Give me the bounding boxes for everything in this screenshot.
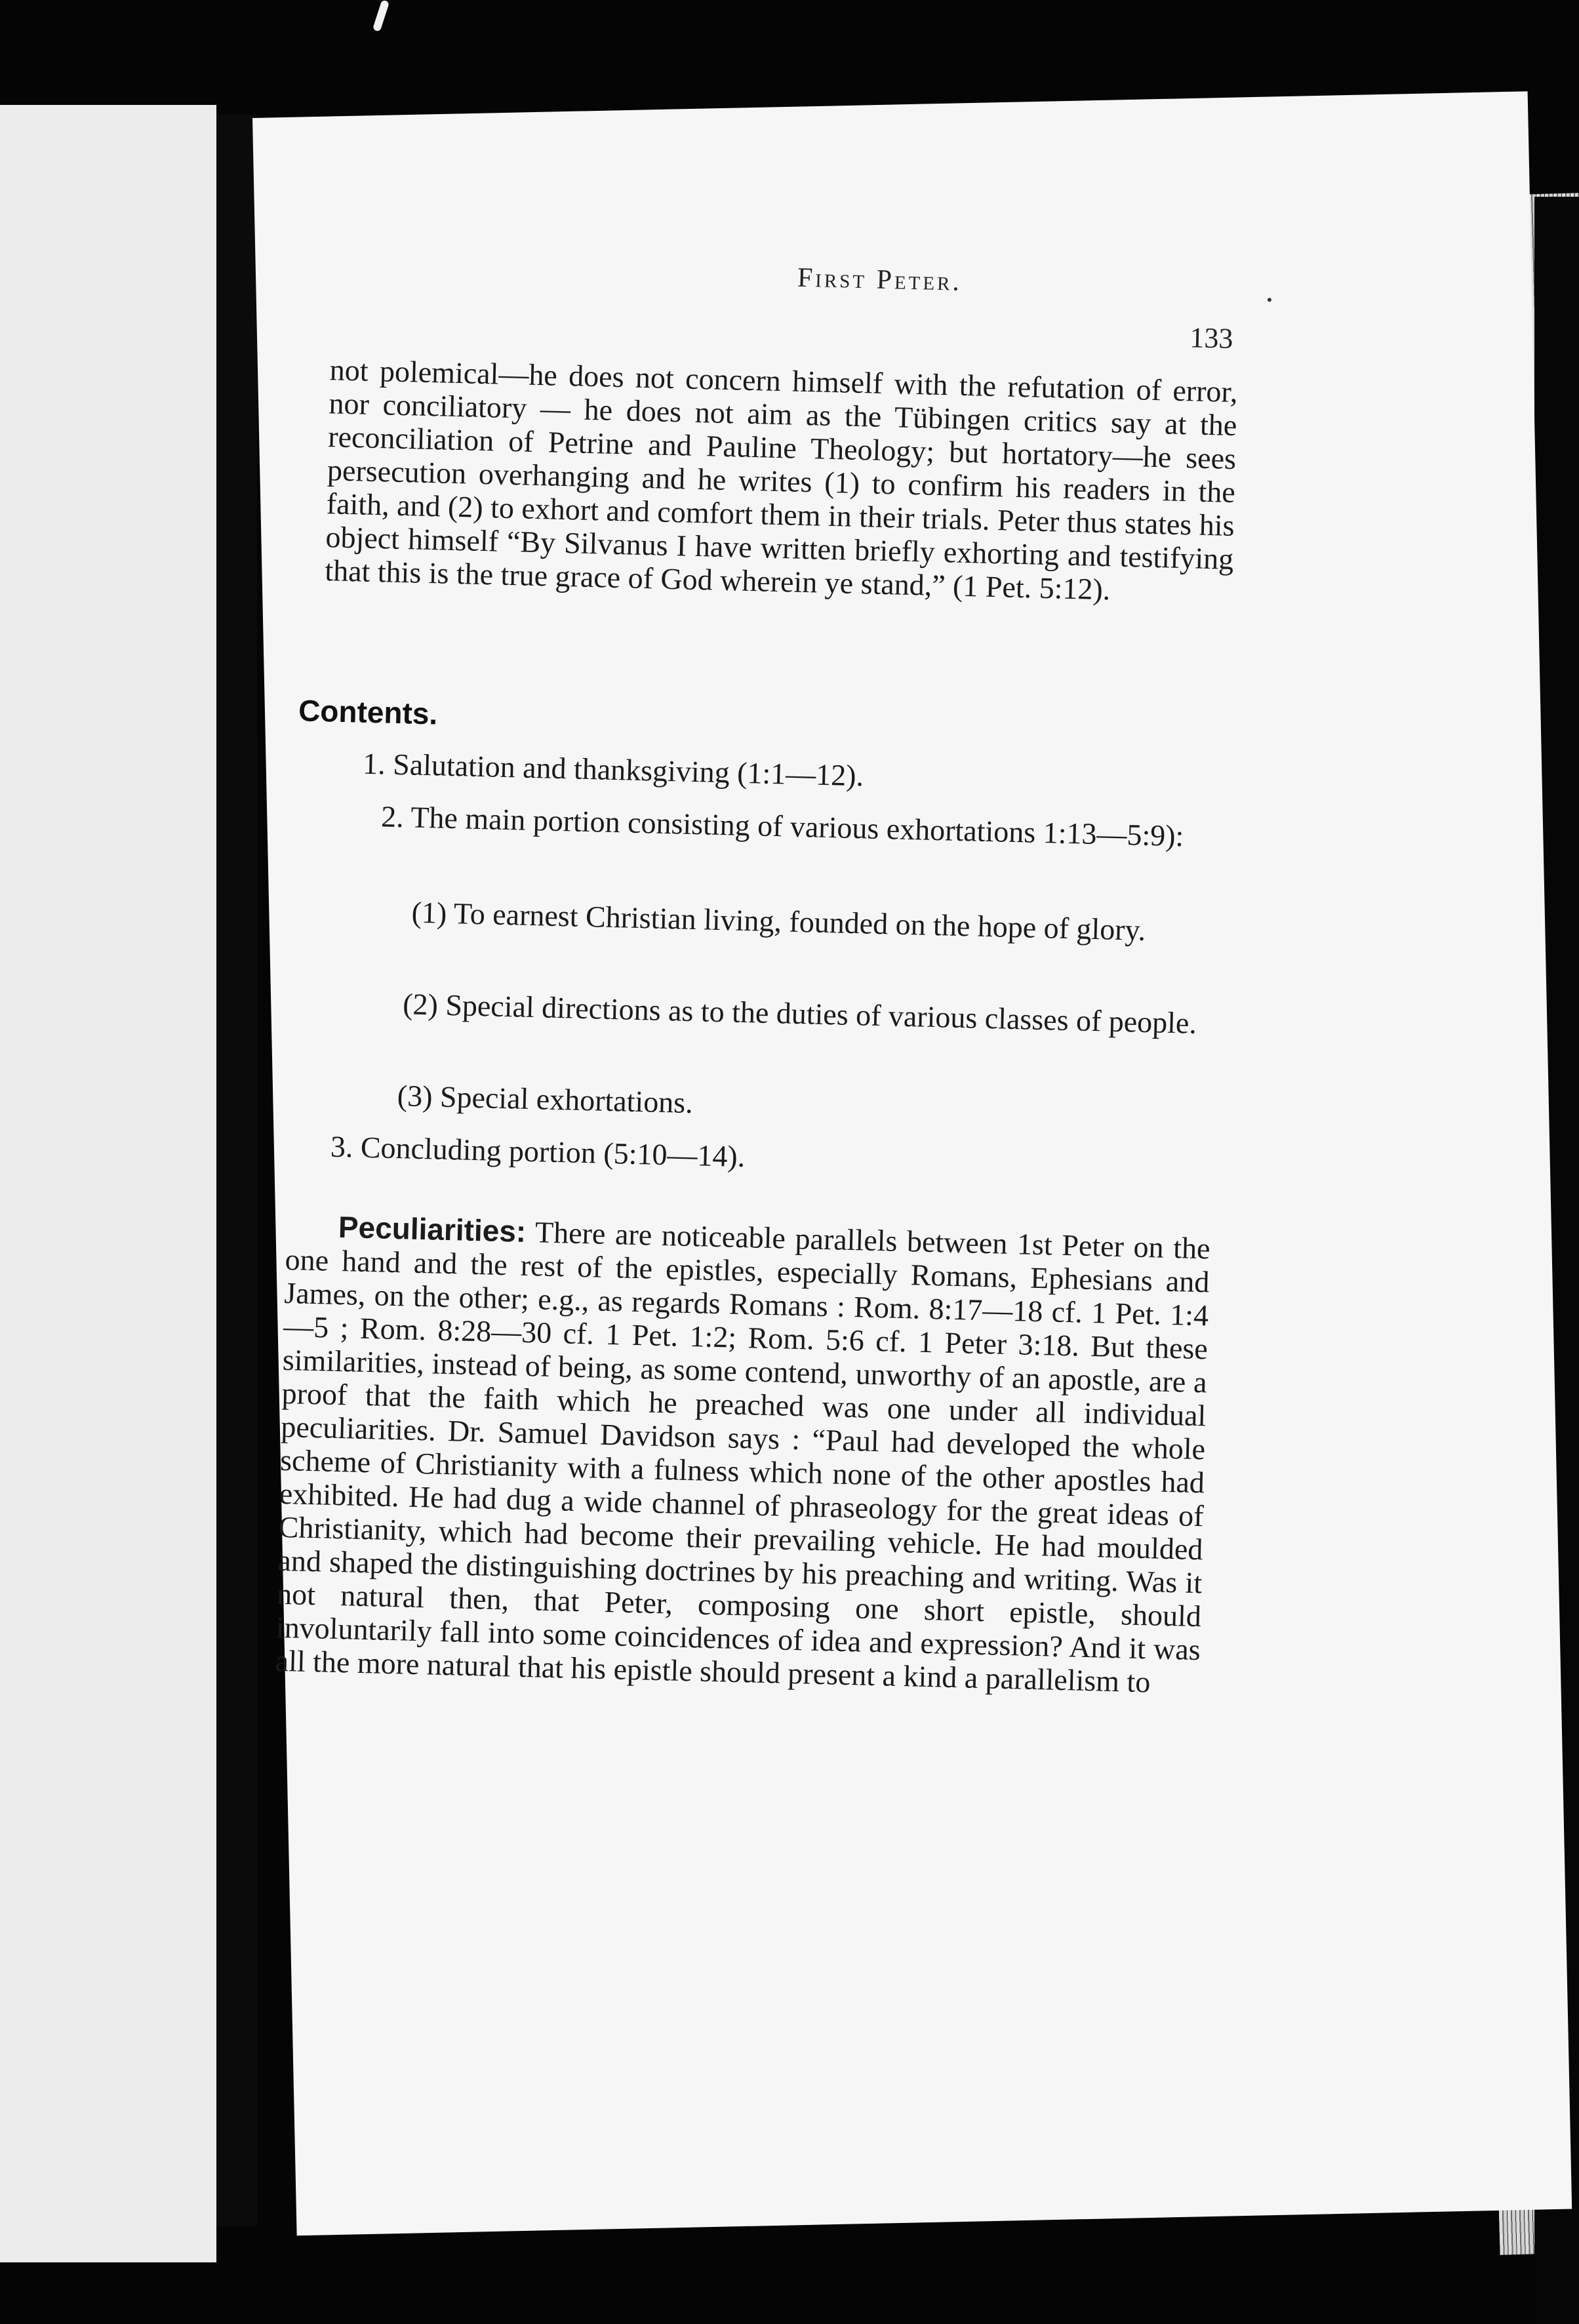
contents-subitem-1: (1) To earnest Christian living, founded on the hope of glory. [411,895,1146,947]
left-facing-page [0,105,216,2262]
peculiarities-text: There are noticeable parallels between 1st Peter on the one hand and the rest of the epistles, especially Romans, Ephesians and James, on the other; e.g., as regards Romans : Rom. 8:17—18 cf. 1 Pet. 1:4—5 ; Rom. 8:28—30 cf. 1 Pet. 1:2; Rom. 5:6 cf. 1 Peter 3:18. But these similarities, instead of being, as some contend, unworthy of an apostle, are a proof that the faith which he preached was one under all individual peculiarities. Dr. Samuel Davidson says : “Paul had developed the whole scheme of Christianity with a fulness which none of the other apostles had exhibited. He had dug a wide channel of phraseology for the great ideas of Christianity, which had become their prevailing vehicle. He had moulded and shaped the distinguishing doctrines by his preaching and writing. Was it not natural then, that Peter, composing one short epistle, should involuntarily fall into some coincidences of idea and expression? And it was all the more natural that his epistle should present a kind a parallelism to [275,1215,1211,1699]
running-head: First Peter. [797,262,963,297]
contents-item-1: 1. Salutation and thanksgiving (1:1—12). [362,746,864,793]
contents-subitem-3: (3) Special exhortations. [397,1079,694,1120]
book-page [252,91,1572,2235]
page-number: 133 [1189,321,1234,355]
scan-speck [1268,298,1271,302]
book-gutter [216,115,257,2226]
peculiarities-paragraph [275,1209,1210,1700]
peculiarities-label: Peculiarities: [338,1209,527,1249]
contents-item-2: 2. The main portion consisting of various exhortations 1:13—5:9): [380,799,1184,853]
opening-paragraph: not polemical—he does not concern himself with the refutation of error, nor conciliatory — he does not aim as the Tübingen critics say at the reconciliation of Petrine and Pauline Theology; but hortatory—he sees persecution overhanging and he writes (1) to confirm his readers in the faith, and (2) to exhort and comfort them in their trials. Peter thus states his object himself “By Silvanus I have written briefly exhorting and testifying that this is the true grace of God wherein ye stand,” (1 Pet. 5:12). [324,353,1239,607]
contents-item-3: 3. Concluding portion (5:10—14). [330,1129,746,1174]
contents-subitem-2: (2) Special directions as to the duties of various classes of people. [402,987,1197,1040]
scan-artifact [372,0,390,32]
page-text-block [249,89,1575,2238]
contents-heading: Contents. [298,693,438,731]
